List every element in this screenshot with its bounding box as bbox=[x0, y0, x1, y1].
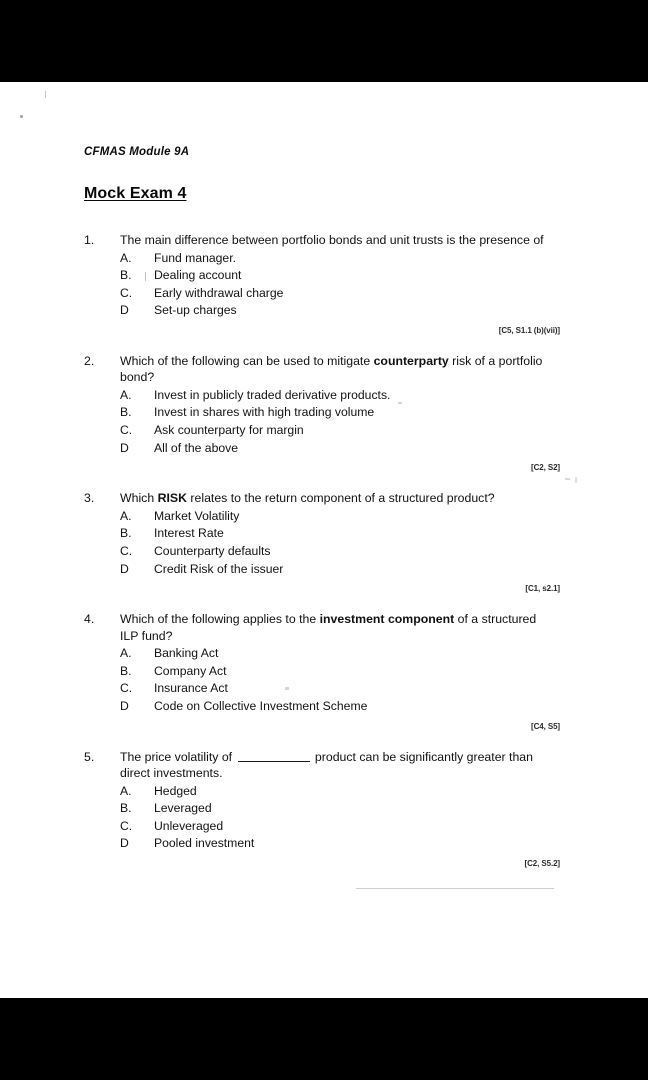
option-text: Banking Act bbox=[154, 646, 219, 661]
answer-option[interactable] bbox=[0, 835, 648, 853]
option-letter: A. bbox=[120, 250, 132, 265]
syllabus-reference-tag: [C4, S5] bbox=[531, 721, 560, 731]
option-text: Hedged bbox=[154, 783, 197, 798]
footer-divider bbox=[356, 888, 554, 889]
option-text: Code on Collective Investment Scheme bbox=[154, 698, 368, 713]
question-number: 2. bbox=[84, 353, 95, 368]
answer-option[interactable] bbox=[0, 267, 648, 285]
answer-option[interactable] bbox=[0, 818, 648, 836]
question-header bbox=[0, 490, 648, 507]
page-title: Mock Exam 4 bbox=[84, 185, 187, 202]
option-text: All of the above bbox=[154, 440, 239, 455]
answer-option[interactable] bbox=[0, 302, 648, 320]
option-letter: B. bbox=[120, 268, 132, 283]
question-text: The price volatility of product can be significantly greater than direct investments. bbox=[120, 749, 533, 780]
option-text: Early withdrawal charge bbox=[154, 285, 284, 300]
question-item bbox=[0, 490, 648, 593]
answer-option[interactable] bbox=[0, 561, 648, 579]
option-letter: B. bbox=[120, 663, 132, 678]
question-number: 1. bbox=[84, 233, 95, 247]
question-number: 4. bbox=[84, 612, 95, 627]
option-letter: C. bbox=[120, 423, 133, 438]
answer-option[interactable] bbox=[0, 422, 648, 440]
option-text: Market Volatility bbox=[154, 508, 240, 523]
option-text: Credit Risk of the issuer bbox=[154, 561, 284, 576]
option-letter: D bbox=[120, 698, 129, 713]
answer-option-list bbox=[0, 508, 648, 578]
fill-in-blank bbox=[238, 761, 310, 762]
question-text: Which of the following applies to the investment component of a structured ILP fund? bbox=[120, 612, 537, 643]
option-letter: A. bbox=[120, 646, 132, 661]
answer-option[interactable] bbox=[0, 250, 648, 268]
question-emphasis: RISK bbox=[157, 491, 187, 506]
option-text: Invest in publicly traded derivative products. bbox=[154, 387, 391, 402]
answer-option-list bbox=[0, 783, 648, 853]
letterbox-bar-bottom bbox=[0, 998, 648, 1080]
answer-option-list bbox=[0, 645, 648, 715]
letterbox-bar-top bbox=[0, 0, 648, 82]
option-text: Dealing account bbox=[154, 268, 242, 283]
question-text: The main difference between portfolio bonds and unit trusts is the presence of bbox=[120, 233, 544, 247]
option-letter: B. bbox=[120, 801, 132, 816]
answer-option[interactable] bbox=[0, 663, 648, 681]
option-text: Pooled investment bbox=[154, 836, 255, 851]
option-letter: D bbox=[120, 303, 129, 318]
question-item bbox=[0, 353, 648, 472]
option-letter: D bbox=[120, 836, 129, 851]
option-letter: A. bbox=[120, 508, 132, 523]
answer-option[interactable] bbox=[0, 508, 648, 526]
option-letter: C. bbox=[120, 818, 133, 833]
option-letter: B. bbox=[120, 405, 132, 420]
question-text: Which of the following can be used to mitigate counterparty risk of a portfolio bond? bbox=[120, 353, 543, 385]
scan-artifact-speck bbox=[45, 91, 46, 98]
answer-option[interactable] bbox=[0, 404, 648, 422]
option-text: Ask counterparty for margin bbox=[154, 423, 304, 438]
answer-option-list bbox=[0, 387, 648, 457]
option-letter: D bbox=[120, 440, 129, 455]
question-emphasis: investment component bbox=[319, 612, 455, 627]
option-letter: C. bbox=[120, 681, 133, 696]
answer-option[interactable] bbox=[0, 543, 648, 561]
answer-option[interactable] bbox=[0, 387, 648, 405]
syllabus-reference-tag: [C5, S1.1 (b)(vii)] bbox=[498, 325, 560, 335]
answer-option[interactable] bbox=[0, 645, 648, 663]
answer-option[interactable] bbox=[0, 525, 648, 543]
option-text: Unleveraged bbox=[154, 818, 224, 833]
syllabus-reference-tag: [C1, s2.1] bbox=[525, 584, 560, 594]
answer-option[interactable] bbox=[0, 698, 648, 716]
question-header bbox=[0, 353, 648, 386]
syllabus-reference-tag: [C2, S5.2] bbox=[524, 858, 560, 868]
scan-artifact-speck bbox=[20, 115, 23, 118]
scanned-document-page bbox=[0, 82, 648, 998]
syllabus-reference-tag: [C2, S2] bbox=[531, 463, 560, 473]
question-item bbox=[0, 611, 648, 730]
question-list bbox=[0, 232, 648, 886]
answer-option[interactable] bbox=[0, 783, 648, 801]
option-text: Interest Rate bbox=[154, 526, 224, 541]
option-letter: A. bbox=[120, 783, 132, 798]
option-text: Company Act bbox=[154, 663, 227, 678]
question-number: 3. bbox=[84, 491, 95, 506]
question-item bbox=[0, 749, 648, 868]
question-header bbox=[0, 749, 648, 782]
option-letter: A. bbox=[120, 387, 132, 402]
option-letter: C. bbox=[120, 543, 133, 558]
question-emphasis: counterparty bbox=[373, 353, 449, 368]
option-text: Insurance Act bbox=[154, 681, 228, 696]
answer-option-list bbox=[0, 250, 648, 320]
option-text: Fund manager. bbox=[154, 250, 236, 265]
question-header bbox=[0, 232, 648, 249]
question-number: 5. bbox=[84, 749, 95, 764]
option-text: Set-up charges bbox=[154, 303, 237, 318]
option-text: Counterparty defaults bbox=[154, 543, 271, 558]
option-text: Invest in shares with high trading volume bbox=[154, 405, 375, 420]
answer-option[interactable] bbox=[0, 800, 648, 818]
option-letter: B. bbox=[120, 526, 132, 541]
answer-option[interactable] bbox=[0, 440, 648, 458]
document-module-header: CFMAS Module 9A bbox=[84, 146, 190, 158]
option-letter: D bbox=[120, 561, 129, 576]
page-content bbox=[0, 82, 648, 998]
question-header bbox=[0, 611, 648, 644]
option-text: Leveraged bbox=[154, 801, 212, 816]
question-text: Which RISK relates to the return component of a structured product? bbox=[120, 491, 495, 506]
question-item bbox=[0, 232, 648, 335]
option-letter: C. bbox=[120, 285, 133, 300]
answer-option[interactable] bbox=[0, 680, 648, 698]
answer-option[interactable] bbox=[0, 285, 648, 303]
